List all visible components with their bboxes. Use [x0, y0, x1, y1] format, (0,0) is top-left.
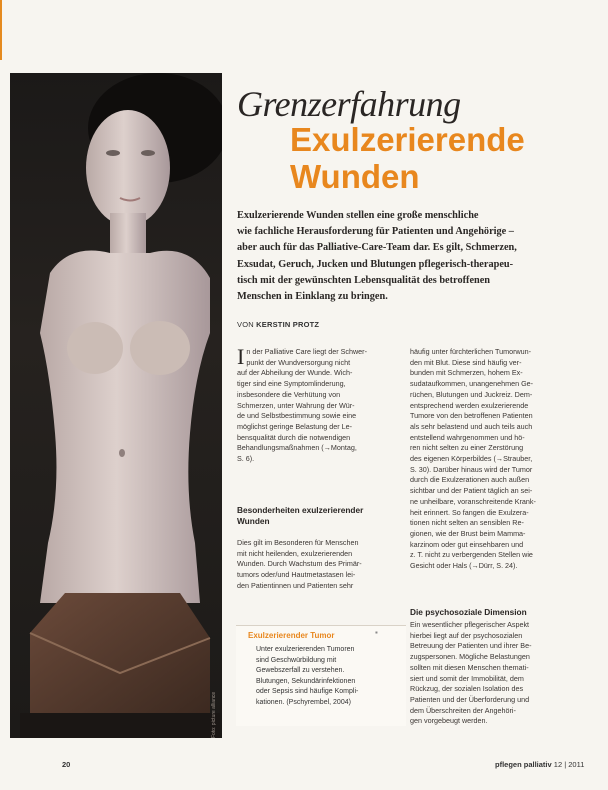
- lead-paragraph: [237, 208, 579, 305]
- body-line: den Patientinnen und Patienten sehr: [237, 580, 354, 590]
- body-line: tiger sind eine Symptomlinderung,: [237, 379, 346, 389]
- box-line: Unter exulzerierenden Tumoren: [256, 646, 355, 653]
- body-line: karzinom oder gut einsehbaren und: [410, 539, 524, 549]
- title-line: Exulzerierende: [290, 121, 525, 158]
- body-line: punkt der Wundversorgung nicht: [246, 357, 351, 367]
- body-line: gionen, wie der Brust beim Mamma-: [410, 528, 526, 538]
- body-line: S. 30). Darüber hinaus wird der Tumor: [410, 464, 533, 474]
- body-line: möglichst geringe Belastung der Le-: [237, 421, 353, 431]
- body-line: mit nicht heilenden, exulzerierenden: [237, 548, 353, 558]
- body-line: den mit Blut. Diese sind häufig ver-: [410, 357, 522, 367]
- lead-line: wie fachliche Herausforderung für Patienten und Angehörige –: [237, 226, 514, 238]
- body-line: des eigenen Körperbildes (→Strauber,: [410, 454, 533, 464]
- body-line: als sehr belastend und auch teils auch: [410, 421, 533, 431]
- body-line: Wunden. Durch Wachstum des Primär-: [237, 559, 362, 569]
- body-line: Patienten und der Überforderung und: [410, 694, 530, 704]
- subheading-line: Besonderheiten exulzerierender: [237, 505, 364, 515]
- body-line: siert und somit der Immobilität, dem: [410, 673, 524, 683]
- body-line: de und Selbstbestimmung sowie eine: [237, 411, 357, 421]
- dropcap: I: [237, 344, 245, 369]
- body-line: gen vorgebeugt werden.: [410, 716, 488, 726]
- box-line: Blutungen, Sekundärinfektionen: [256, 677, 356, 685]
- body-column-left-2: [237, 538, 402, 592]
- body-column-left: [237, 344, 402, 465]
- body-line: auf der Abheilung der Wunde. Wich-: [237, 368, 353, 378]
- body-line: Rückzug, der sozialen Isolation des: [410, 684, 524, 694]
- box-line: Gewebszerfall zu verstehen.: [256, 667, 345, 675]
- lead-line: Menschen in Einklang zu bringen.: [237, 291, 388, 303]
- subheading-besonderheiten: [237, 505, 363, 527]
- subheading-line: Die psychosoziale Dimension: [410, 607, 527, 617]
- photo-credit: Foto: picture alliance: [211, 691, 217, 738]
- body-line: sollten mit diesen Menschen themati-: [410, 662, 529, 672]
- body-line: entsprechend werden exulzerierende: [410, 400, 529, 410]
- body-line: ren nicht selten zu einer Zerstörung: [410, 443, 524, 453]
- accent-bar: [0, 0, 2, 60]
- subheading-line: Wunden: [237, 516, 270, 526]
- body-line: heit erinnert. So fangen die Exulzera-: [410, 507, 529, 517]
- body-line: Dies gilt im Besonderen für Menschen: [237, 538, 359, 547]
- magazine-issue: 12 | 2011: [553, 760, 585, 769]
- body-line: sudataufkommen, unangenehmen Ge-: [410, 379, 534, 389]
- lead-line: Exulzerierende Wunden stellen eine große menschliche: [237, 210, 479, 221]
- body-line: durch die Exulzerationen auch außen: [410, 475, 530, 485]
- body-line: sichtbar und der Patient täglich an sei-: [410, 486, 533, 496]
- body-line: S. 6).: [237, 454, 255, 464]
- box-line: kationen. (Pschyrembel, 2004): [256, 698, 351, 706]
- body-column-right: [410, 347, 575, 572]
- body-line: häufig unter fürchterlichen Tumorwun-: [410, 347, 532, 356]
- definition-box: [236, 625, 406, 726]
- body-line: insbesondere die Verhütung von: [237, 389, 341, 399]
- body-line: bunden mit Schmerzen, hohem Ex-: [410, 368, 523, 378]
- body-line: tionen nicht selten an sensiblen Re-: [410, 518, 524, 528]
- page-number: 20: [62, 760, 71, 769]
- body-line: rüchen, Blutungen und Juckreiz. Dem-: [410, 389, 533, 399]
- subheading-psychosoziale: [410, 607, 527, 618]
- lead-line: tisch mit der gewünschten Lebensqualität des betroffenen: [237, 274, 491, 286]
- body-line: tumors oder/und Hautmetastasen lei-: [237, 570, 356, 580]
- page-title: [290, 121, 525, 195]
- body-line: n der Palliative Care liegt der Schwer-: [246, 347, 367, 356]
- byline-prefix: VON: [237, 320, 254, 329]
- body-line: ne unheilbare, voranschreitende Krank-: [410, 496, 536, 506]
- lead-line: Exsudat, Geruch, Jucken und Blutungen pflegerisch-therapeu-: [237, 258, 514, 270]
- lead-line: aber auch für das Palliative-Care-Team dar. Es gilt, Schmerzen,: [237, 242, 517, 254]
- body-line: Behandlungsmaßnahmen (→Montag,: [237, 443, 357, 453]
- body-line: hierbei liegt auf der psychosozialen: [410, 630, 523, 640]
- magazine-footer: [495, 760, 584, 769]
- title-line: Wunden: [290, 158, 420, 195]
- body-line: z. T. nicht zu verbergenden Stellen wie: [410, 550, 533, 560]
- body-line: Ein wesentlicher pflegerischer Aspekt: [410, 620, 530, 629]
- box-line: oder Sepsis sind häufige Kompli-: [256, 688, 359, 696]
- body-line: Betreuung der Patienten und ihrer Be-: [410, 641, 532, 651]
- body-line: Schmerzen, unter Wahrung der Wür-: [237, 400, 355, 410]
- definition-box-body: [256, 645, 396, 709]
- box-marker-icon: ▪: [375, 628, 378, 637]
- mannequin-illustration: [10, 73, 222, 738]
- body-line: dem Überschreiten der Angehöri-: [410, 705, 516, 715]
- definition-box-title: Exulzerierender Tumor: [248, 631, 335, 640]
- magazine-name: pflegen palliativ: [495, 760, 552, 769]
- body-line: Tumore von den betroffenen Patienten: [410, 411, 533, 421]
- body-line: entstellend wahrgenommen und hö-: [410, 432, 525, 442]
- title-script: Grenzerfahrung: [237, 84, 461, 124]
- body-line: bensqualität durch die notwendigen: [237, 432, 351, 442]
- mannequin-photo: [10, 73, 222, 738]
- box-line: sind Geschwürbildung mit: [256, 656, 337, 664]
- body-line: Gesicht oder Hals (→Dürr, S. 24).: [410, 561, 518, 571]
- body-line: zugspersonen. Mögliche Belastungen: [410, 652, 530, 662]
- body-column-right-2: [410, 620, 575, 727]
- byline: [237, 320, 319, 329]
- byline-author: KERSTIN PROTZ: [256, 320, 320, 329]
